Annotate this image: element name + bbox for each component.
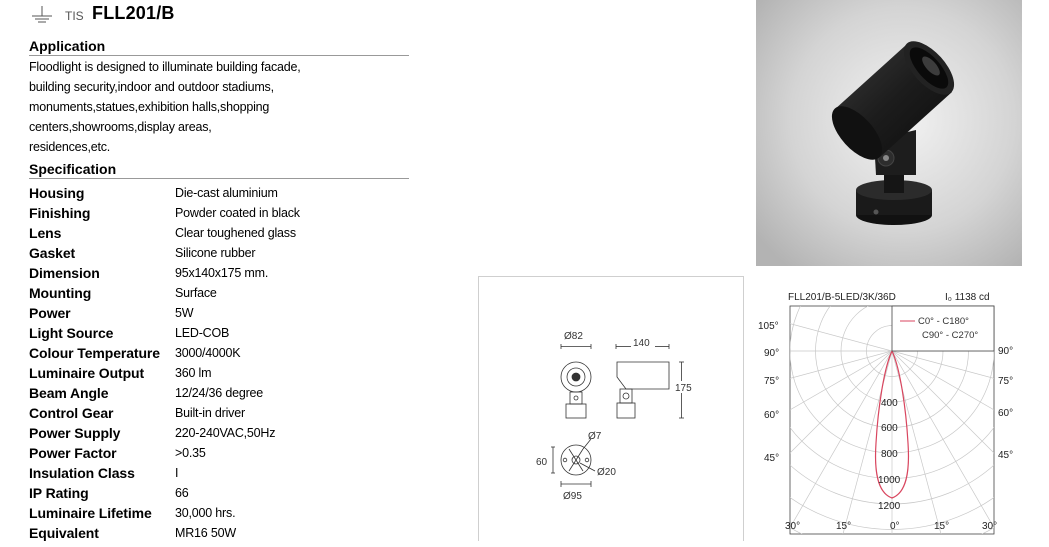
spec-value: Built-in driver — [175, 406, 245, 420]
grid-spoke — [892, 351, 1049, 541]
grid-spoke — [892, 351, 1042, 541]
spec-label: Dimension — [29, 265, 100, 281]
spec-value: MR16 50W — [175, 526, 236, 540]
radial-label: 1000 — [878, 475, 901, 486]
spec-value: LED-COB — [175, 326, 230, 340]
spec-value: 30,000 hrs. — [175, 506, 236, 520]
spec-label: Control Gear — [29, 405, 114, 421]
spec-value: 360 lm — [175, 366, 212, 380]
legend-c0: C0° - C180° — [918, 316, 969, 327]
header-marks — [30, 5, 90, 25]
angle-label-bottom: 15° — [836, 521, 852, 532]
spec-row — [29, 183, 409, 203]
spec-value: Die-cast aluminium — [175, 186, 278, 200]
legend-c90: C90° - C270° — [922, 330, 979, 341]
spec-row — [29, 483, 409, 503]
polar-light-distribution-diagram — [756, 278, 1049, 541]
specification-list — [29, 183, 409, 543]
dim-base-diameter: Ø95 — [563, 491, 582, 502]
spec-value: Powder coated in black — [175, 206, 300, 220]
dim-center: Ø20 — [597, 467, 616, 478]
spec-row — [29, 203, 409, 223]
spec-row — [29, 283, 409, 303]
application-text — [29, 57, 329, 157]
radial-label: 1200 — [878, 501, 901, 512]
spec-value: Clear toughened glass — [175, 226, 296, 240]
spec-value: 220-240VAC,50Hz — [175, 426, 276, 440]
polar-legend — [892, 306, 994, 351]
application-line: monuments,statues,exhibition halls,shopping — [29, 100, 270, 114]
spec-value: Silicone rubber — [175, 246, 256, 260]
spec-row — [29, 343, 409, 363]
angle-label-right: 45° — [998, 450, 1014, 461]
dim-height: 175 — [675, 383, 692, 394]
application-line: centers,showrooms,display areas, — [29, 120, 212, 134]
grid-spoke — [814, 351, 892, 541]
angle-label-right: 60° — [998, 408, 1014, 419]
spec-row — [29, 223, 409, 243]
angle-label-right: 90° — [998, 346, 1014, 357]
spec-label: Colour Temperature — [29, 345, 160, 361]
angle-label-bottom: 0° — [890, 521, 900, 532]
dimension-drawing-panel — [478, 276, 744, 541]
spec-row — [29, 463, 409, 483]
spec-row — [29, 363, 409, 383]
spec-row — [29, 263, 409, 283]
angle-label-left: 90° — [764, 348, 780, 359]
spec-row — [29, 403, 409, 423]
dim-hole: Ø7 — [588, 431, 602, 442]
angle-label-left: 45° — [764, 453, 780, 464]
application-heading: Application — [29, 38, 409, 56]
spec-label: Mounting — [29, 285, 92, 301]
grid-spoke — [892, 351, 1049, 501]
spec-row — [29, 243, 409, 263]
dim-width: 140 — [633, 338, 650, 349]
polar-model: FLL201/B-5LED/3K/36D — [788, 292, 896, 303]
dimension-drawing — [479, 277, 745, 542]
angle-label-bottom: 15° — [934, 521, 950, 532]
dim-base-height: 60 — [536, 457, 548, 468]
spec-label: Power Factor — [29, 445, 117, 461]
spec-label: Luminaire Output — [29, 365, 145, 381]
grid-spoke — [892, 351, 970, 541]
spec-label: Equivalent — [29, 525, 99, 541]
spec-label: Lens — [29, 225, 62, 241]
application-line: residences,etc. — [29, 140, 111, 154]
spec-row — [29, 383, 409, 403]
spec-row — [29, 523, 409, 543]
spec-value: >0.35 — [175, 446, 206, 460]
spec-label: Housing — [29, 185, 85, 201]
spec-row — [29, 503, 409, 523]
radial-label: 800 — [881, 449, 898, 460]
spec-value: 3000/4000K — [175, 346, 241, 360]
grid-spoke — [756, 278, 892, 351]
specification-heading: Specification — [29, 161, 409, 179]
dim-diameter-front: Ø82 — [564, 331, 583, 342]
spec-value: Surface — [175, 286, 217, 300]
angle-label-right: 75° — [998, 376, 1014, 387]
spec-label: Beam Angle — [29, 385, 109, 401]
angle-label-bottom: 30° — [785, 521, 801, 532]
angle-label-left: 75° — [764, 376, 780, 387]
radial-label: 400 — [881, 398, 898, 409]
radial-label: 600 — [881, 423, 898, 434]
spec-label: Power — [29, 305, 71, 321]
spec-value: 12/24/36 degree — [175, 386, 264, 400]
polar-peak-intensity: I₀ 1138 cd — [945, 292, 990, 303]
product-title: FLL201/B — [92, 3, 175, 23]
spec-value: 5W — [175, 306, 194, 320]
spec-label: Finishing — [29, 205, 91, 221]
spec-row — [29, 443, 409, 463]
spec-row — [29, 303, 409, 323]
product-photo — [756, 0, 1022, 266]
application-line: building security,indoor and outdoor stadiums, — [29, 80, 274, 94]
spec-label: Light Source — [29, 325, 114, 341]
spec-value: I — [175, 466, 179, 480]
tis-mark: TIS — [65, 9, 84, 23]
spec-row — [29, 323, 409, 343]
spec-row — [29, 423, 409, 443]
angle-label-bottom: 30° — [982, 521, 998, 532]
grid-spoke — [892, 351, 1049, 429]
spec-label: Luminaire Lifetime — [29, 505, 152, 521]
spec-value: 95x140x175 mm. — [175, 266, 269, 280]
spec-label: IP Rating — [29, 485, 89, 501]
spec-value: 66 — [175, 486, 189, 500]
application-line: Floodlight is designed to illuminate building facade, — [29, 60, 301, 74]
angle-label-left: 60° — [764, 410, 780, 421]
spec-label: Insulation Class — [29, 465, 135, 481]
spec-label: Power Supply — [29, 425, 121, 441]
earth-ground-icon — [32, 6, 52, 22]
angle-label-left: 105° — [758, 321, 779, 332]
spec-label: Gasket — [29, 245, 76, 261]
